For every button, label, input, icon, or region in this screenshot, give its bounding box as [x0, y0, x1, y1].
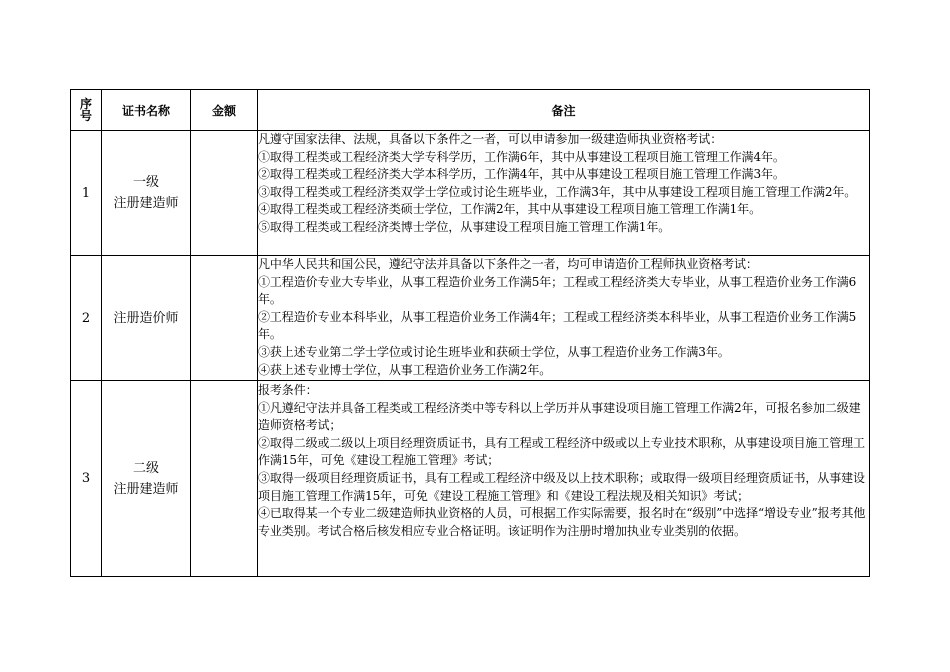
note-line: ②取得二级或二级以上项目经理资质证书，具有工程或工程经济中级或以上专业技术职称，从事建设项目施工管理工作满15年，可免《建设工程施工管理》考试； — [258, 435, 865, 468]
header-notes: 备注 — [258, 90, 870, 131]
cert-name-line1: 注册造价师 — [113, 310, 179, 326]
note-line: ①取得工程类或工程经济类大学专科学历，工作满6年，其中从事建设工程项目施工管理工作满4年。 — [258, 149, 785, 164]
row-number: 2 — [71, 256, 102, 381]
note-line: 凡中华人民共和国公民，遵纪守法并具备以下条件之一者，均可申请造价工程师执业资格考试： — [258, 257, 758, 271]
notes-text — [258, 382, 869, 575]
header-seq-line2: 号 — [79, 109, 92, 123]
cert-name-line1: 一级 — [132, 175, 159, 190]
header-amount: 金额 — [191, 90, 258, 131]
notes-text — [258, 256, 869, 380]
note-line: 报考条件： — [258, 383, 318, 397]
qualification-table — [70, 89, 870, 577]
note-line: ②工程造价专业本科毕业，从事工程造价业务工作满4年；工程或工程经济类本科毕业，从事工程造价业务工作满5年。 — [258, 309, 857, 342]
note-line: ①凡遵纪守法并具备工程类或工程经济类中等专科以上学历并从事建设项目施工管理工作满2年，可报名参加二级建造师资格考试； — [258, 400, 861, 433]
cert-name-cell — [102, 381, 191, 577]
note-line: ③取得工程类或工程经济类双学士学位或讨论生班毕业，工作满3年，其中从事建设工程项目施工管理工作满2年。 — [258, 184, 857, 199]
note-line: ④已取得某一个专业二级建造师执业资格的人员，可根据工作实际需要，报名时在“级别”中选择“增设专业”报考其他专业类别。考试合格后核发相应专业合格证明。该证明作为注册时增加执业专业类别的依据。 — [258, 506, 866, 538]
header-row — [71, 90, 870, 131]
table-row — [71, 131, 870, 256]
cert-name-line2: 注册建造师 — [113, 196, 179, 211]
amount-cell — [191, 131, 258, 256]
note-line: 凡遵守国家法律、法规，具备以下条件之一者，可以申请参加一级建造师执业资格考试： — [258, 132, 723, 146]
header-seq-line1: 序 — [79, 97, 92, 111]
notes-cell — [258, 381, 870, 577]
row-number: 1 — [71, 131, 102, 256]
note-line: ④获上述专业博士学位，从事工程造价业务工作满2年。 — [258, 362, 552, 377]
amount-cell — [191, 381, 258, 577]
note-line: ②取得工程类或工程经济类大学本科学历，工作满4年，其中从事建设工程项目施工管理工作满3年。 — [258, 167, 785, 182]
notes-cell — [258, 256, 870, 381]
note-line: ①工程造价专业大专毕业，从事工程造价业务工作满5年；工程或工程经济类大专毕业，从事工程造价业务工作满6年。 — [258, 274, 857, 307]
notes-text — [258, 131, 869, 255]
note-line: ⑤取得工程类或工程经济类博士学位，从事建设工程项目施工管理工作满1年。 — [258, 219, 671, 234]
amount-cell — [191, 256, 258, 381]
cert-name-cell — [102, 131, 191, 256]
cert-name-line1: 二级 — [132, 460, 159, 476]
row-number: 3 — [71, 381, 102, 577]
note-line: ③取得一级项目经理资质证书，具有工程或工程经济中级及以上技术职称；或取得一级项目经理资质证书，从事建设项目施工管理工作满15年，可免《建设工程施工管理》和《建设工程法规及相关知识》考试； — [258, 470, 865, 503]
header-seq — [71, 90, 102, 131]
header-cert-name: 证书名称 — [102, 90, 191, 131]
cert-name-cell — [102, 256, 191, 381]
cert-name-line2: 注册建造师 — [113, 481, 179, 497]
table-row — [71, 381, 870, 577]
table-row — [71, 256, 870, 381]
note-line: ③获上述专业第二学士学位或讨论生班毕业和获硕士学位，从事工程造价业务工作满3年。 — [258, 344, 730, 359]
notes-cell — [258, 131, 870, 256]
note-line: ④取得工程类或工程经济类硕士学位，工作满2年，其中从事建设工程项目施工管理工作满1年。 — [258, 202, 761, 217]
